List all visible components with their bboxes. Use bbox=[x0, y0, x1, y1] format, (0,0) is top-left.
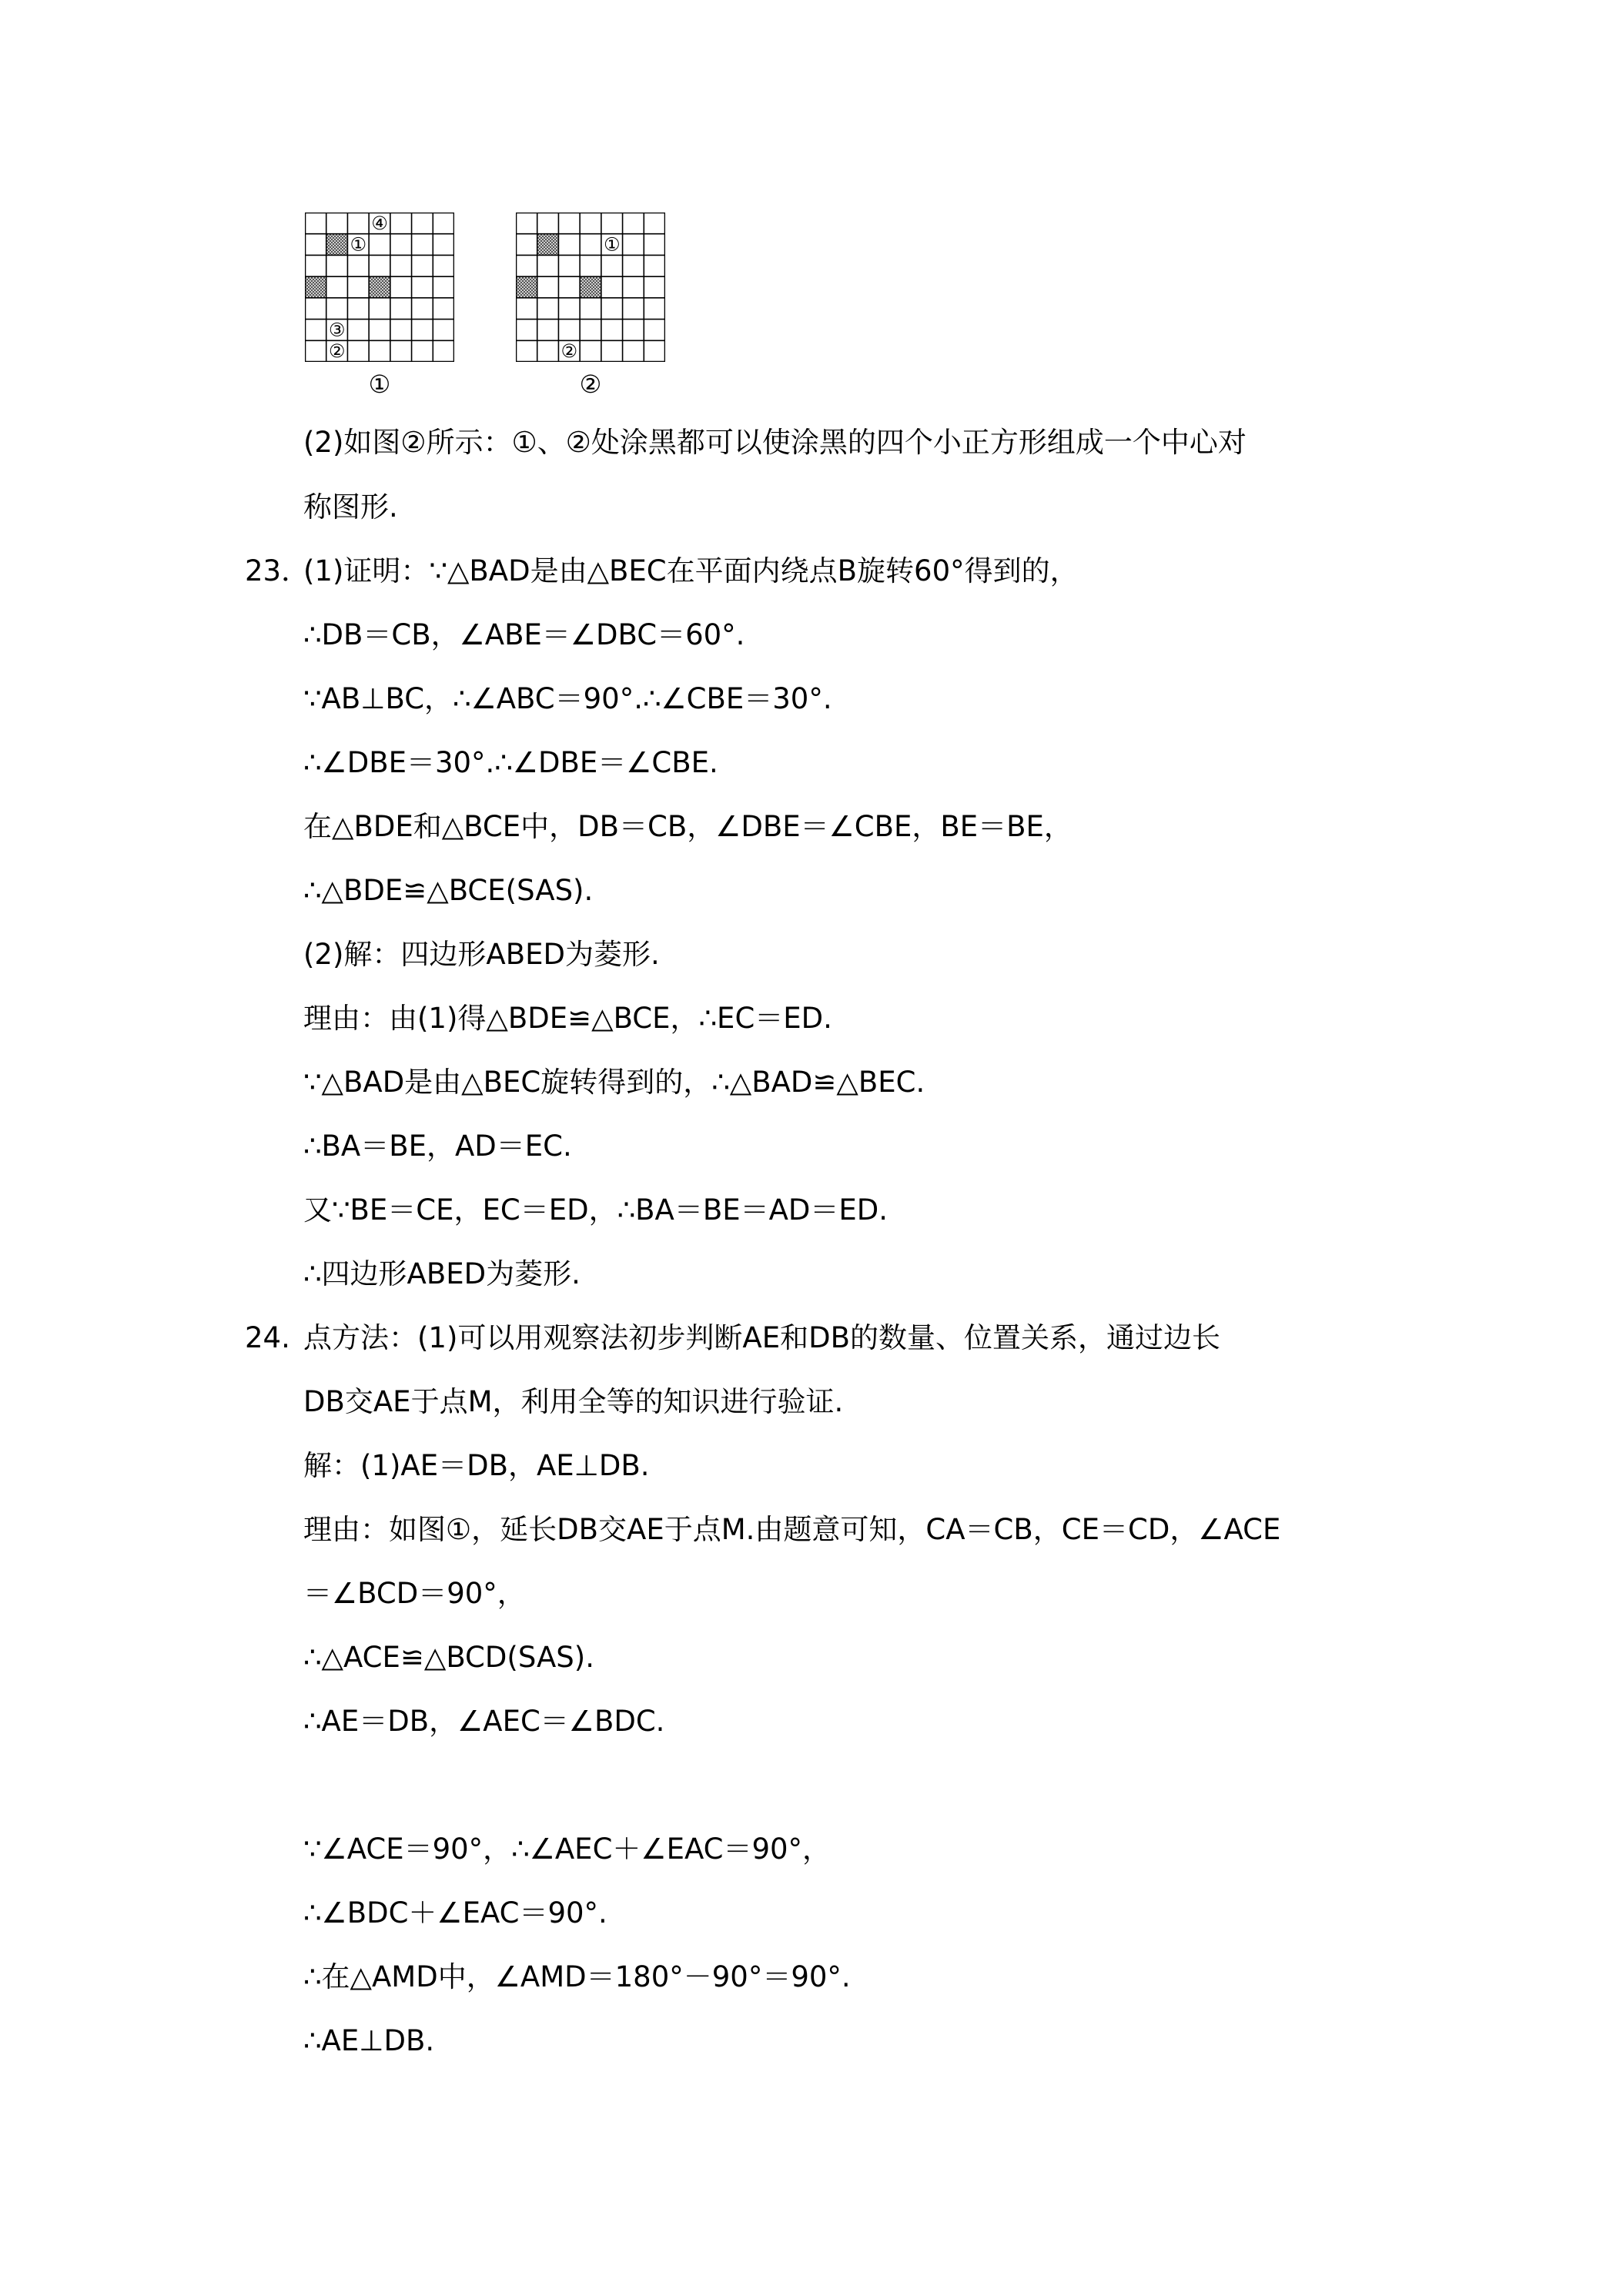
grid-figure-2 bbox=[516, 213, 665, 362]
text-line: ∵∠ACE＝90°，∴∠AEC＋∠EAC＝90°， bbox=[303, 1832, 832, 1866]
text-line: 理由：由(1)得△BDE≌△BCE，∴EC＝ED. bbox=[303, 1002, 832, 1035]
text-line: ∴∠DBE＝30°.∴∠DBE＝∠CBE. bbox=[303, 746, 718, 779]
grid-figure-1-svg bbox=[305, 213, 454, 362]
text-line: ∴DB＝CB，∠ABE＝∠DBC＝60°. bbox=[303, 618, 745, 651]
grid-cell-label: ① bbox=[603, 233, 621, 256]
text-line: ∴△BDE≌△BCE(SAS). bbox=[303, 874, 594, 907]
shaded-square bbox=[326, 234, 348, 256]
grid-figure-1-caption: ① bbox=[368, 370, 391, 399]
text-line: ∴AE⊥DB. bbox=[303, 2024, 435, 2057]
text-line: (2)解：四边形ABED为菱形. bbox=[303, 938, 660, 971]
text-line: ∴在△AMD中，∠AMD＝180°－90°＝90°. bbox=[303, 1960, 851, 1993]
text-line: 点方法：(1)可以用观察法初步判断AE和DB的数量、位置关系，通过边长 bbox=[303, 1321, 1220, 1354]
grid-figure-2-caption: ② bbox=[579, 370, 602, 399]
text-line: (2)如图②所示：①、②处涂黑都可以使涂黑的四个小正方形组成一个中心对 bbox=[303, 426, 1247, 459]
grid-cell-label: ② bbox=[328, 340, 346, 362]
text-line: 理由：如图①，延长DB交AE于点M.由题意可知，CA＝CB，CE＝CD，∠ACE bbox=[303, 1513, 1281, 1546]
text-line: ∴四边形ABED为菱形. bbox=[303, 1257, 581, 1290]
shaded-square bbox=[305, 276, 326, 298]
grid-cell-label: ② bbox=[561, 340, 578, 362]
text-line: (1)证明：∵△BAD是由△BEC在平面内绕点B旋转60°得到的， bbox=[303, 554, 1079, 587]
grid-cell-label: ① bbox=[350, 233, 367, 256]
grid-cell-label: ③ bbox=[328, 319, 346, 341]
text-line: ∴△ACE≌△BCD(SAS). bbox=[303, 1641, 594, 1674]
text-line: 又∵BE＝CE，EC＝ED，∴BA＝BE＝AD＝ED. bbox=[303, 1193, 888, 1227]
shaded-square bbox=[516, 276, 537, 298]
text-line: 称图形. bbox=[303, 490, 398, 524]
text-line: ∵AB⊥BC，∴∠ABC＝90°.∴∠CBE＝30°. bbox=[303, 682, 832, 715]
grid-cell-label: ④ bbox=[371, 213, 388, 234]
text-line: ∴∠BDC＋∠EAC＝90°. bbox=[303, 1896, 607, 1930]
text-line: 解：(1)AE＝DB，AE⊥DB. bbox=[303, 1449, 650, 1482]
text-line: 在△BDE和△BCE中，DB＝CB，∠DBE＝∠CBE，BE＝BE， bbox=[303, 810, 1073, 843]
text-line: ＝∠BCD＝90°， bbox=[303, 1577, 526, 1610]
shaded-square bbox=[580, 276, 601, 298]
grid-figure-1 bbox=[305, 213, 454, 362]
text-line: ∴BA＝BE，AD＝EC. bbox=[303, 1130, 572, 1163]
text-line: ∵△BAD是由△BEC旋转得到的，∴△BAD≌△BEC. bbox=[303, 1066, 925, 1099]
text-line: ∴AE＝DB，∠AEC＝∠BDC. bbox=[303, 1705, 665, 1738]
shaded-square bbox=[369, 276, 390, 298]
grid-figure-2-svg bbox=[516, 213, 665, 362]
shaded-square bbox=[537, 234, 559, 256]
text-line: DB交AE于点M，利用全等的知识进行验证. bbox=[303, 1385, 844, 1418]
question-number: 23． bbox=[245, 554, 310, 587]
question-number: 24. bbox=[245, 1321, 290, 1354]
